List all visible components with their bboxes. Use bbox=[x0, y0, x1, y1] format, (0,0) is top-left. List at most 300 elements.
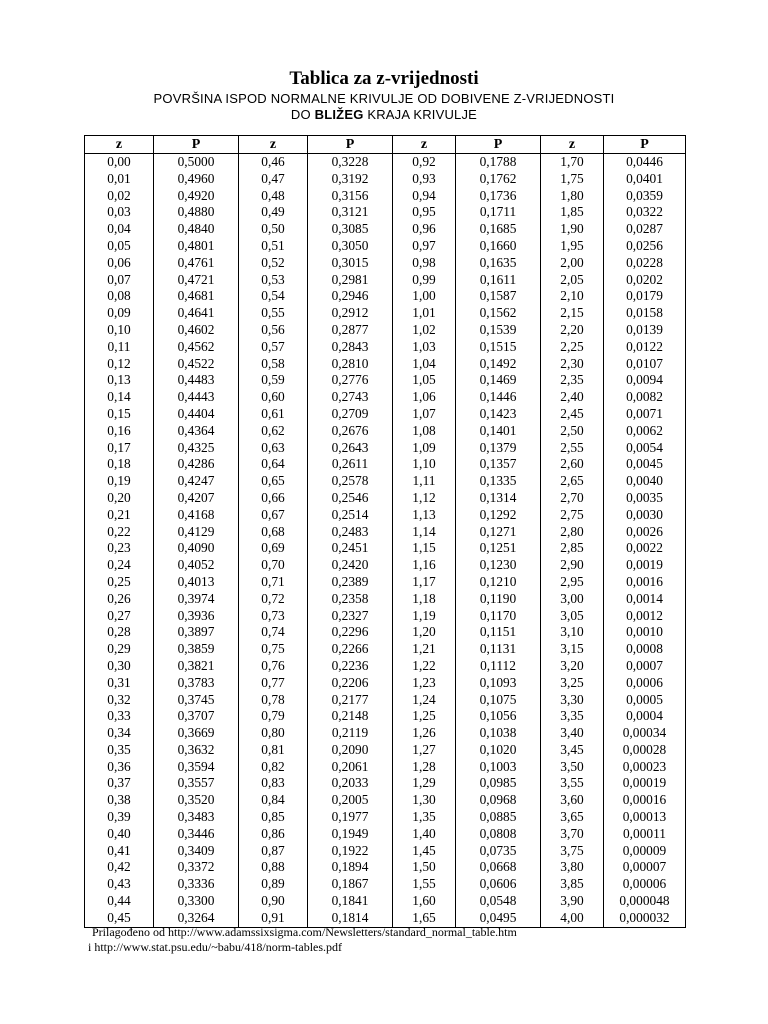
z-value-cell: 0,10 bbox=[85, 322, 154, 339]
p-value-cell: 0,1894 bbox=[308, 859, 393, 876]
z-value-cell: 1,00 bbox=[393, 288, 456, 305]
p-value-cell: 0,4052 bbox=[154, 557, 239, 574]
z-value-cell: 3,90 bbox=[541, 893, 604, 910]
p-value-cell: 0,0808 bbox=[456, 826, 541, 843]
p-value-cell: 0,4681 bbox=[154, 288, 239, 305]
table-body bbox=[85, 154, 686, 928]
z-value-cell: 2,10 bbox=[541, 288, 604, 305]
z-value-cell: 3,25 bbox=[541, 675, 604, 692]
p-value-cell: 0,0122 bbox=[604, 339, 686, 356]
col-header-z: z bbox=[541, 136, 604, 154]
table-row bbox=[85, 658, 686, 675]
table-row bbox=[85, 423, 686, 440]
z-value-cell: 2,80 bbox=[541, 524, 604, 541]
table-row bbox=[85, 809, 686, 826]
table-row bbox=[85, 692, 686, 709]
p-value-cell: 0,0006 bbox=[604, 675, 686, 692]
p-value-cell: 0,3821 bbox=[154, 658, 239, 675]
p-value-cell: 0,2981 bbox=[308, 272, 393, 289]
p-value-cell: 0,1515 bbox=[456, 339, 541, 356]
z-value-cell: 2,00 bbox=[541, 255, 604, 272]
col-header-p: P bbox=[456, 136, 541, 154]
z-value-cell: 0,91 bbox=[239, 910, 308, 927]
p-value-cell: 0,2148 bbox=[308, 708, 393, 725]
table-row bbox=[85, 540, 686, 557]
z-value-cell: 0,60 bbox=[239, 389, 308, 406]
z-value-cell: 1,25 bbox=[393, 708, 456, 725]
z-value-cell: 0,28 bbox=[85, 624, 154, 641]
p-value-cell: 0,1292 bbox=[456, 507, 541, 524]
col-header-p: P bbox=[604, 136, 686, 154]
col-header-z: z bbox=[239, 136, 308, 154]
z-value-cell: 0,20 bbox=[85, 490, 154, 507]
p-value-cell: 0,0359 bbox=[604, 188, 686, 205]
p-value-cell: 0,3632 bbox=[154, 742, 239, 759]
z-value-cell: 2,45 bbox=[541, 406, 604, 423]
table-row bbox=[85, 204, 686, 221]
p-value-cell: 0,0054 bbox=[604, 440, 686, 457]
p-value-cell: 0,00034 bbox=[604, 725, 686, 742]
z-value-cell: 3,65 bbox=[541, 809, 604, 826]
p-value-cell: 0,3745 bbox=[154, 692, 239, 709]
z-value-cell: 0,59 bbox=[239, 372, 308, 389]
z-value-cell: 0,16 bbox=[85, 423, 154, 440]
z-value-cell: 0,45 bbox=[85, 910, 154, 927]
p-value-cell: 0,1210 bbox=[456, 574, 541, 591]
p-value-cell: 0,4013 bbox=[154, 574, 239, 591]
p-value-cell: 0,4364 bbox=[154, 423, 239, 440]
table-row bbox=[85, 591, 686, 608]
p-value-cell: 0,3974 bbox=[154, 591, 239, 608]
z-value-cell: 3,20 bbox=[541, 658, 604, 675]
p-value-cell: 0,2743 bbox=[308, 389, 393, 406]
z-value-cell: 0,29 bbox=[85, 641, 154, 658]
table-row bbox=[85, 524, 686, 541]
p-value-cell: 0,4090 bbox=[154, 540, 239, 557]
table-row bbox=[85, 255, 686, 272]
table-row bbox=[85, 826, 686, 843]
p-value-cell: 0,1788 bbox=[456, 154, 541, 171]
z-value-cell: 0,48 bbox=[239, 188, 308, 205]
z-value-cell: 1,55 bbox=[393, 876, 456, 893]
p-value-cell: 0,3859 bbox=[154, 641, 239, 658]
z-value-cell: 0,14 bbox=[85, 389, 154, 406]
z-value-cell: 0,27 bbox=[85, 608, 154, 625]
z-value-cell: 2,85 bbox=[541, 540, 604, 557]
p-value-cell: 0,0735 bbox=[456, 843, 541, 860]
p-value-cell: 0,0094 bbox=[604, 372, 686, 389]
subtitle-line-2-bold: BLIŽEG bbox=[314, 107, 364, 122]
z-value-cell: 3,30 bbox=[541, 692, 604, 709]
z-value-cell: 0,23 bbox=[85, 540, 154, 557]
p-value-cell: 0,0019 bbox=[604, 557, 686, 574]
p-value-cell: 0,0985 bbox=[456, 775, 541, 792]
z-value-cell: 1,35 bbox=[393, 809, 456, 826]
z-value-cell: 0,76 bbox=[239, 658, 308, 675]
z-value-cell: 0,67 bbox=[239, 507, 308, 524]
p-value-cell: 0,000048 bbox=[604, 893, 686, 910]
col-header-z: z bbox=[85, 136, 154, 154]
p-value-cell: 0,2946 bbox=[308, 288, 393, 305]
p-value-cell: 0,1736 bbox=[456, 188, 541, 205]
z-value-cell: 3,50 bbox=[541, 759, 604, 776]
z-value-cell: 1,27 bbox=[393, 742, 456, 759]
z-value-cell: 1,05 bbox=[393, 372, 456, 389]
footer-source-1: Prilagođeno od http://www.adamssixsigma.com/Newsletters/standard_normal_table.htm bbox=[92, 925, 517, 939]
z-value-cell: 0,32 bbox=[85, 692, 154, 709]
z-value-cell: 4,00 bbox=[541, 910, 604, 927]
z-value-cell: 0,05 bbox=[85, 238, 154, 255]
p-value-cell: 0,3085 bbox=[308, 221, 393, 238]
p-value-cell: 0,00023 bbox=[604, 759, 686, 776]
z-value-cell: 0,04 bbox=[85, 221, 154, 238]
p-value-cell: 0,0062 bbox=[604, 423, 686, 440]
z-value-cell: 2,55 bbox=[541, 440, 604, 457]
p-value-cell: 0,4129 bbox=[154, 524, 239, 541]
p-value-cell: 0,2912 bbox=[308, 305, 393, 322]
p-value-cell: 0,4840 bbox=[154, 221, 239, 238]
z-value-cell: 2,35 bbox=[541, 372, 604, 389]
z-value-cell: 0,69 bbox=[239, 540, 308, 557]
z-value-cell: 1,29 bbox=[393, 775, 456, 792]
table-row bbox=[85, 641, 686, 658]
z-value-cell: 0,31 bbox=[85, 675, 154, 692]
p-value-cell: 0,1711 bbox=[456, 204, 541, 221]
table-header-row bbox=[85, 136, 686, 154]
p-value-cell: 0,2676 bbox=[308, 423, 393, 440]
z-value-cell: 0,84 bbox=[239, 792, 308, 809]
col-header-z: z bbox=[393, 136, 456, 154]
z-value-cell: 0,40 bbox=[85, 826, 154, 843]
p-value-cell: 0,0202 bbox=[604, 272, 686, 289]
z-value-cell: 0,78 bbox=[239, 692, 308, 709]
p-value-cell: 0,1469 bbox=[456, 372, 541, 389]
z-value-cell: 2,25 bbox=[541, 339, 604, 356]
table-row bbox=[85, 725, 686, 742]
p-value-cell: 0,0071 bbox=[604, 406, 686, 423]
p-value-cell: 0,1093 bbox=[456, 675, 541, 692]
table-row bbox=[85, 322, 686, 339]
p-value-cell: 0,0040 bbox=[604, 473, 686, 490]
z-value-cell: 0,86 bbox=[239, 826, 308, 843]
z-value-cell: 3,75 bbox=[541, 843, 604, 860]
z-value-cell: 1,85 bbox=[541, 204, 604, 221]
p-value-cell: 0,2483 bbox=[308, 524, 393, 541]
p-value-cell: 0,0401 bbox=[604, 171, 686, 188]
p-value-cell: 0,00007 bbox=[604, 859, 686, 876]
p-value-cell: 0,0010 bbox=[604, 624, 686, 641]
z-value-cell: 1,22 bbox=[393, 658, 456, 675]
z-value-cell: 1,15 bbox=[393, 540, 456, 557]
p-value-cell: 0,5000 bbox=[154, 154, 239, 171]
z-value-cell: 3,35 bbox=[541, 708, 604, 725]
p-value-cell: 0,2877 bbox=[308, 322, 393, 339]
z-value-cell: 1,50 bbox=[393, 859, 456, 876]
z-table bbox=[84, 135, 686, 928]
p-value-cell: 0,0322 bbox=[604, 204, 686, 221]
z-value-cell: 0,74 bbox=[239, 624, 308, 641]
z-value-cell: 1,09 bbox=[393, 440, 456, 457]
z-value-cell: 0,56 bbox=[239, 322, 308, 339]
p-value-cell: 0,2090 bbox=[308, 742, 393, 759]
p-value-cell: 0,3264 bbox=[154, 910, 239, 927]
z-value-cell: 0,71 bbox=[239, 574, 308, 591]
z-value-cell: 0,00 bbox=[85, 154, 154, 171]
p-value-cell: 0,3300 bbox=[154, 893, 239, 910]
z-value-cell: 0,11 bbox=[85, 339, 154, 356]
z-value-cell: 2,75 bbox=[541, 507, 604, 524]
p-value-cell: 0,1539 bbox=[456, 322, 541, 339]
p-value-cell: 0,0022 bbox=[604, 540, 686, 557]
z-value-cell: 0,75 bbox=[239, 641, 308, 658]
p-value-cell: 0,2578 bbox=[308, 473, 393, 490]
z-value-cell: 0,01 bbox=[85, 171, 154, 188]
p-value-cell: 0,1587 bbox=[456, 288, 541, 305]
z-value-cell: 2,15 bbox=[541, 305, 604, 322]
z-value-cell: 0,90 bbox=[239, 893, 308, 910]
p-value-cell: 0,0026 bbox=[604, 524, 686, 541]
p-value-cell: 0,000032 bbox=[604, 910, 686, 927]
z-value-cell: 0,50 bbox=[239, 221, 308, 238]
z-value-cell: 1,16 bbox=[393, 557, 456, 574]
col-header-p: P bbox=[308, 136, 393, 154]
z-value-cell: 0,21 bbox=[85, 507, 154, 524]
z-value-cell: 0,02 bbox=[85, 188, 154, 205]
z-value-cell: 0,57 bbox=[239, 339, 308, 356]
p-value-cell: 0,2358 bbox=[308, 591, 393, 608]
p-value-cell: 0,3372 bbox=[154, 859, 239, 876]
z-value-cell: 1,07 bbox=[393, 406, 456, 423]
p-value-cell: 0,2451 bbox=[308, 540, 393, 557]
z-value-cell: 0,19 bbox=[85, 473, 154, 490]
p-value-cell: 0,0035 bbox=[604, 490, 686, 507]
z-value-cell: 1,30 bbox=[393, 792, 456, 809]
z-value-cell: 0,39 bbox=[85, 809, 154, 826]
z-value-cell: 0,42 bbox=[85, 859, 154, 876]
p-value-cell: 0,2643 bbox=[308, 440, 393, 457]
z-value-cell: 0,13 bbox=[85, 372, 154, 389]
p-value-cell: 0,3520 bbox=[154, 792, 239, 809]
p-value-cell: 0,1977 bbox=[308, 809, 393, 826]
table-row bbox=[85, 859, 686, 876]
p-value-cell: 0,2033 bbox=[308, 775, 393, 792]
p-value-cell: 0,1446 bbox=[456, 389, 541, 406]
z-value-cell: 0,26 bbox=[85, 591, 154, 608]
z-value-cell: 1,19 bbox=[393, 608, 456, 625]
p-value-cell: 0,3707 bbox=[154, 708, 239, 725]
table-row bbox=[85, 759, 686, 776]
p-value-cell: 0,1762 bbox=[456, 171, 541, 188]
p-value-cell: 0,1170 bbox=[456, 608, 541, 625]
p-value-cell: 0,1611 bbox=[456, 272, 541, 289]
subtitle-line-1: POVRŠINA ISPOD NORMALNE KRIVULJE OD DOBIVENE Z-VRIJEDNOSTI bbox=[153, 91, 615, 106]
z-value-cell: 3,45 bbox=[541, 742, 604, 759]
z-value-cell: 1,04 bbox=[393, 356, 456, 373]
p-value-cell: 0,2177 bbox=[308, 692, 393, 709]
table-row bbox=[85, 893, 686, 910]
z-value-cell: 1,14 bbox=[393, 524, 456, 541]
p-value-cell: 0,3936 bbox=[154, 608, 239, 625]
p-value-cell: 0,2514 bbox=[308, 507, 393, 524]
p-value-cell: 0,0107 bbox=[604, 356, 686, 373]
p-value-cell: 0,4602 bbox=[154, 322, 239, 339]
table-row bbox=[85, 440, 686, 457]
p-value-cell: 0,1635 bbox=[456, 255, 541, 272]
table-row bbox=[85, 608, 686, 625]
p-value-cell: 0,1922 bbox=[308, 843, 393, 860]
p-value-cell: 0,1056 bbox=[456, 708, 541, 725]
p-value-cell: 0,0045 bbox=[604, 456, 686, 473]
p-value-cell: 0,0004 bbox=[604, 708, 686, 725]
p-value-cell: 0,4443 bbox=[154, 389, 239, 406]
p-value-cell: 0,0016 bbox=[604, 574, 686, 591]
z-value-cell: 0,54 bbox=[239, 288, 308, 305]
z-value-cell: 2,95 bbox=[541, 574, 604, 591]
z-value-cell: 0,09 bbox=[85, 305, 154, 322]
z-value-cell: 0,22 bbox=[85, 524, 154, 541]
p-value-cell: 0,00028 bbox=[604, 742, 686, 759]
p-value-cell: 0,1423 bbox=[456, 406, 541, 423]
table-row bbox=[85, 473, 686, 490]
table-row bbox=[85, 574, 686, 591]
p-value-cell: 0,4207 bbox=[154, 490, 239, 507]
z-value-cell: 0,18 bbox=[85, 456, 154, 473]
z-value-cell: 2,65 bbox=[541, 473, 604, 490]
p-value-cell: 0,1357 bbox=[456, 456, 541, 473]
p-value-cell: 0,1841 bbox=[308, 893, 393, 910]
p-value-cell: 0,1660 bbox=[456, 238, 541, 255]
p-value-cell: 0,3015 bbox=[308, 255, 393, 272]
z-value-cell: 0,92 bbox=[393, 154, 456, 171]
p-value-cell: 0,0139 bbox=[604, 322, 686, 339]
p-value-cell: 0,2546 bbox=[308, 490, 393, 507]
p-value-cell: 0,1949 bbox=[308, 826, 393, 843]
z-value-cell: 0,61 bbox=[239, 406, 308, 423]
z-value-cell: 0,34 bbox=[85, 725, 154, 742]
z-value-cell: 2,70 bbox=[541, 490, 604, 507]
p-value-cell: 0,2061 bbox=[308, 759, 393, 776]
z-value-cell: 0,15 bbox=[85, 406, 154, 423]
z-value-cell: 3,05 bbox=[541, 608, 604, 625]
p-value-cell: 0,2327 bbox=[308, 608, 393, 625]
table-row bbox=[85, 339, 686, 356]
p-value-cell: 0,4761 bbox=[154, 255, 239, 272]
z-value-cell: 0,41 bbox=[85, 843, 154, 860]
z-value-cell: 0,07 bbox=[85, 272, 154, 289]
p-value-cell: 0,00019 bbox=[604, 775, 686, 792]
z-value-cell: 1,06 bbox=[393, 389, 456, 406]
z-value-cell: 1,45 bbox=[393, 843, 456, 860]
z-value-cell: 0,63 bbox=[239, 440, 308, 457]
z-value-cell: 0,87 bbox=[239, 843, 308, 860]
z-value-cell: 2,50 bbox=[541, 423, 604, 440]
z-value-cell: 2,30 bbox=[541, 356, 604, 373]
z-value-cell: 1,10 bbox=[393, 456, 456, 473]
table-row bbox=[85, 288, 686, 305]
p-value-cell: 0,2776 bbox=[308, 372, 393, 389]
p-value-cell: 0,4404 bbox=[154, 406, 239, 423]
z-value-cell: 0,82 bbox=[239, 759, 308, 776]
z-value-cell: 0,36 bbox=[85, 759, 154, 776]
z-value-cell: 0,98 bbox=[393, 255, 456, 272]
p-value-cell: 0,2206 bbox=[308, 675, 393, 692]
p-value-cell: 0,0008 bbox=[604, 641, 686, 658]
p-value-cell: 0,0158 bbox=[604, 305, 686, 322]
p-value-cell: 0,4522 bbox=[154, 356, 239, 373]
p-value-cell: 0,4960 bbox=[154, 171, 239, 188]
p-value-cell: 0,2709 bbox=[308, 406, 393, 423]
p-value-cell: 0,3483 bbox=[154, 809, 239, 826]
p-value-cell: 0,4880 bbox=[154, 204, 239, 221]
table-row bbox=[85, 171, 686, 188]
z-value-cell: 1,08 bbox=[393, 423, 456, 440]
z-value-cell: 0,70 bbox=[239, 557, 308, 574]
p-value-cell: 0,1112 bbox=[456, 658, 541, 675]
z-value-cell: 3,80 bbox=[541, 859, 604, 876]
z-value-cell: 3,15 bbox=[541, 641, 604, 658]
z-value-cell: 0,55 bbox=[239, 305, 308, 322]
page-title: Tablica za z-vrijednosti bbox=[289, 68, 479, 89]
p-value-cell: 0,0287 bbox=[604, 221, 686, 238]
table-row bbox=[85, 238, 686, 255]
z-value-cell: 3,10 bbox=[541, 624, 604, 641]
p-value-cell: 0,1379 bbox=[456, 440, 541, 457]
table-row bbox=[85, 372, 686, 389]
p-value-cell: 0,4247 bbox=[154, 473, 239, 490]
z-value-cell: 1,65 bbox=[393, 910, 456, 927]
p-value-cell: 0,3783 bbox=[154, 675, 239, 692]
table-row bbox=[85, 305, 686, 322]
z-value-cell: 0,03 bbox=[85, 204, 154, 221]
p-value-cell: 0,0548 bbox=[456, 893, 541, 910]
p-value-cell: 0,0179 bbox=[604, 288, 686, 305]
z-value-cell: 0,93 bbox=[393, 171, 456, 188]
z-value-cell: 1,23 bbox=[393, 675, 456, 692]
p-value-cell: 0,2843 bbox=[308, 339, 393, 356]
z-value-cell: 0,80 bbox=[239, 725, 308, 742]
p-value-cell: 0,0446 bbox=[604, 154, 686, 171]
p-value-cell: 0,2266 bbox=[308, 641, 393, 658]
z-value-cell: 1,90 bbox=[541, 221, 604, 238]
p-value-cell: 0,0885 bbox=[456, 809, 541, 826]
z-value-cell: 1,17 bbox=[393, 574, 456, 591]
p-value-cell: 0,1075 bbox=[456, 692, 541, 709]
p-value-cell: 0,00016 bbox=[604, 792, 686, 809]
z-value-cell: 0,35 bbox=[85, 742, 154, 759]
z-value-cell: 0,72 bbox=[239, 591, 308, 608]
p-value-cell: 0,1003 bbox=[456, 759, 541, 776]
z-value-cell: 0,62 bbox=[239, 423, 308, 440]
p-value-cell: 0,0228 bbox=[604, 255, 686, 272]
z-value-cell: 2,60 bbox=[541, 456, 604, 473]
z-value-cell: 1,80 bbox=[541, 188, 604, 205]
z-value-cell: 1,18 bbox=[393, 591, 456, 608]
p-value-cell: 0,1271 bbox=[456, 524, 541, 541]
p-value-cell: 0,1020 bbox=[456, 742, 541, 759]
p-value-cell: 0,4483 bbox=[154, 372, 239, 389]
table-row bbox=[85, 188, 686, 205]
table-row bbox=[85, 557, 686, 574]
table-row bbox=[85, 843, 686, 860]
z-value-cell: 0,47 bbox=[239, 171, 308, 188]
p-value-cell: 0,3594 bbox=[154, 759, 239, 776]
z-value-cell: 3,70 bbox=[541, 826, 604, 843]
footer-source-2: i http://www.stat.psu.edu/~babu/418/norm-tables.pdf bbox=[88, 940, 343, 954]
z-value-cell: 0,51 bbox=[239, 238, 308, 255]
p-value-cell: 0,2119 bbox=[308, 725, 393, 742]
z-value-cell: 0,65 bbox=[239, 473, 308, 490]
p-value-cell: 0,3156 bbox=[308, 188, 393, 205]
